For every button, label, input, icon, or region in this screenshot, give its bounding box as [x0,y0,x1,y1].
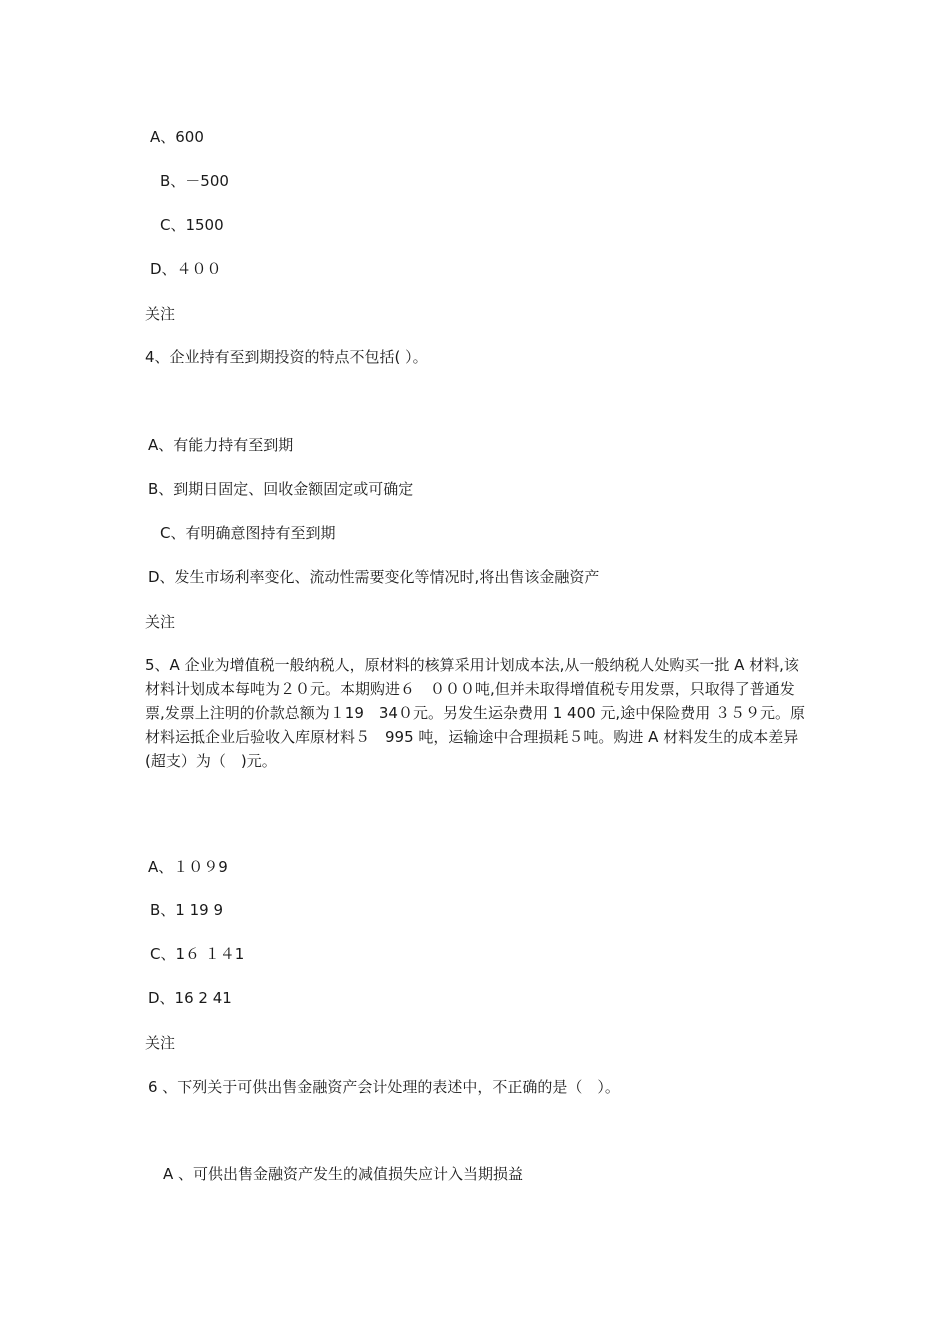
q4-follow-link[interactable]: 关注 [145,613,176,631]
q3-option-c[interactable]: C、1500 [160,216,224,234]
q4-question: 4、企业持有至到期投资的特点不包括( ）。 [145,348,428,366]
q3-option-a[interactable]: A、600 [150,128,204,146]
q6-option-a[interactable]: A 、可供出售金融资产发生的减值损失应计入当期损益 [163,1165,524,1183]
q4-option-d[interactable]: D、发生市场利率变化、流动性需要变化等情况时,将出售该金融资产 [148,568,600,586]
q5-option-a[interactable]: A、１０９9 [148,858,228,876]
q6-question: 6 、下列关于可供出售金融资产会计处理的表述中，不正确的是（ ）。 [148,1078,620,1096]
q3-option-d[interactable]: D、４００ [150,260,222,278]
q4-option-a[interactable]: A、有能力持有至到期 [148,436,294,454]
q4-option-c[interactable]: C、有明确意图持有至到期 [160,524,336,542]
q3-option-b[interactable]: B、－500 [160,172,229,190]
q5-option-d[interactable]: D、16 2 41 [148,989,232,1007]
q3-follow-link[interactable]: 关注 [145,305,176,323]
q5-follow-link[interactable]: 关注 [145,1034,176,1052]
q5-question: 5、A 企业为增值税一般纳税人，原材料的核算采用计划成本法,从一般纳税人处购买一批 A 材料,该材料计划成本每吨为２０元。本期购进６ ０００吨,但并未取得增值税专用发票，只取得了普通发票,发票上注明的价款总额为１19 34０元。另发生运杂费用 1 400 元,途中保险费用 ３５９元。原材料运抵企业后验收入库原材料５ 995 吨，运输途中合理损耗５吨。购进 A 材料发生的成本差异(超支）为（ )元。 [145,656,805,770]
q5-option-b[interactable]: B、1 19 9 [150,901,224,919]
q4-option-b[interactable]: B、到期日固定、回收金额固定或可确定 [148,480,414,498]
q5-option-c[interactable]: C、1６ １４1 [150,945,245,963]
